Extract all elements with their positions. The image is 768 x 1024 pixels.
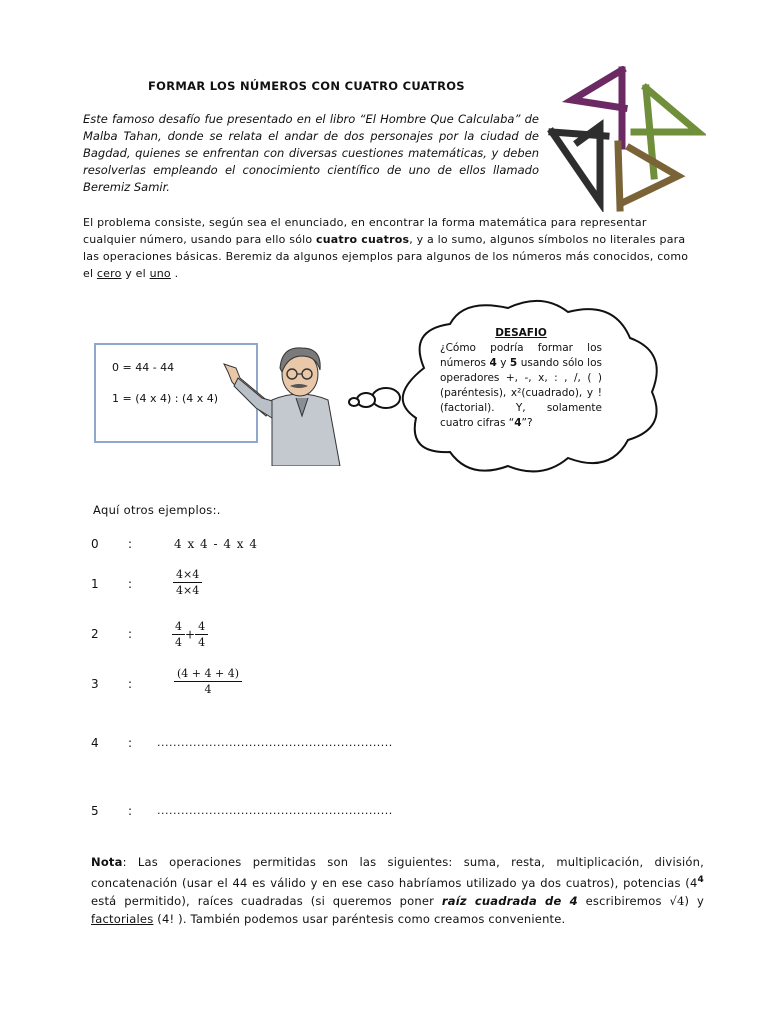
denominator: 4 [204, 683, 212, 696]
examples-intro: Aquí otros ejemplos:. [93, 503, 221, 517]
problem-paragraph [83, 214, 695, 282]
example-number: 1 [91, 577, 99, 591]
nota-text: escribiremos [577, 893, 670, 908]
example-separator: : [128, 736, 133, 750]
nota-raiz: raíz cuadrada de 4 [441, 893, 578, 908]
example-separator: : [128, 627, 133, 641]
fraction [172, 620, 185, 649]
denominator: 4 [198, 636, 206, 649]
operator: + [185, 627, 196, 642]
example-expression: 4 x 4 - 4 x 4 [174, 537, 258, 551]
example-expression [173, 568, 202, 597]
example-separator: : [128, 537, 133, 551]
desafio-text [440, 326, 602, 431]
paragraph-text: , y a lo sumo, algunos símbolos no literales para las operaciones básicas. Beremiz da algunos ejemplos para algunos de los números más conocidos, como el [83, 233, 689, 280]
example-separator: : [128, 677, 133, 691]
example-number: 4 [91, 736, 99, 750]
numerator: 4 [195, 620, 208, 635]
desafio-body: y [496, 357, 510, 369]
denominator: 4×4 [176, 584, 200, 597]
desafio-body: usando sólo los operadores +, -, x, : , /, ( ) (paréntesis), x²(cuadrado), y ! (factorial). Y, solamente cuatro cifras “ [440, 357, 602, 429]
word-uno: uno [149, 267, 171, 280]
fraction [195, 620, 208, 649]
example-number: 0 [91, 537, 99, 551]
example-number: 2 [91, 627, 99, 641]
numerator: (4 + 4 + 4) [174, 667, 242, 682]
desafio-bold: 4 [489, 357, 497, 369]
word-cero: cero [96, 267, 122, 280]
nota-text: (4! ). También podemos usar paréntesis como creamos conveniente. [153, 911, 566, 926]
nota-factoriales: factoriales [91, 911, 154, 926]
nota-paragraph [91, 853, 704, 928]
sqrt-expression: √4 [669, 893, 685, 908]
example-separator: : [128, 577, 133, 591]
four-fours-logo [546, 66, 706, 212]
nota-text: ) y [684, 893, 704, 908]
power-exponent: 4 [697, 875, 704, 885]
page-title: FORMAR LOS NÚMEROS CON CUATRO CUATROS [148, 79, 465, 93]
desafio-bold: 5 [509, 357, 518, 369]
teacher-illustration [216, 344, 346, 466]
paragraph-text: y el [121, 267, 150, 280]
nota-label: Nota [91, 855, 123, 869]
paragraph-text: . [170, 267, 179, 280]
example-number: 5 [91, 804, 99, 818]
board-equation-2: 1 = (4 x 4) : (4 x 4) [112, 392, 219, 405]
denominator: 4 [175, 636, 182, 649]
fraction [174, 667, 242, 696]
paragraph-bold: cuatro cuatros [316, 233, 410, 246]
nota-text: : Las operaciones permitidas son las siguientes: suma, resta, multiplicación, división, concatenación (usar el 44 es válido y en ese caso habríamos utilizado ya dos cuatros), potencias ( [91, 855, 704, 890]
power-base: 4 [690, 875, 698, 890]
example-expression [174, 667, 242, 696]
desafio-bold: 4 [514, 417, 522, 429]
paragraph-text: El problema consiste, según sea el enunciado, en encontrar la forma matemática para representar cualquier número, usando para ello sólo [83, 216, 647, 246]
numerator: 4×4 [173, 568, 202, 583]
example-separator: : [128, 804, 133, 818]
answer-blank: ........................................................... [157, 804, 393, 817]
example-expression [172, 620, 208, 649]
nota-text: está permitido), raíces cuadradas (si queremos poner [91, 893, 442, 908]
desafio-body: ¿Cómo podría formar los números [440, 342, 602, 369]
fraction [173, 568, 202, 597]
desafio-body: ”? [521, 417, 533, 429]
answer-blank: ........................................................... [157, 736, 393, 749]
desafio-title: DESAFIO [495, 327, 547, 339]
numerator: 4 [172, 620, 185, 635]
intro-paragraph: Este famoso desafío fue presentado en el libro “El Hombre Que Calculaba” de Malba Tahan, donde se relata el andar de dos personajes por la ciudad de Bagdad, quienes se enfrentan con diversas cuestiones matemáticas, y deben resolverlas empleando el conocimiento científico de uno de ellos llamado Beremiz Samir. [83, 112, 539, 194]
example-number: 3 [91, 677, 99, 691]
board-equation-1: 0 = 44 - 44 [112, 361, 175, 374]
